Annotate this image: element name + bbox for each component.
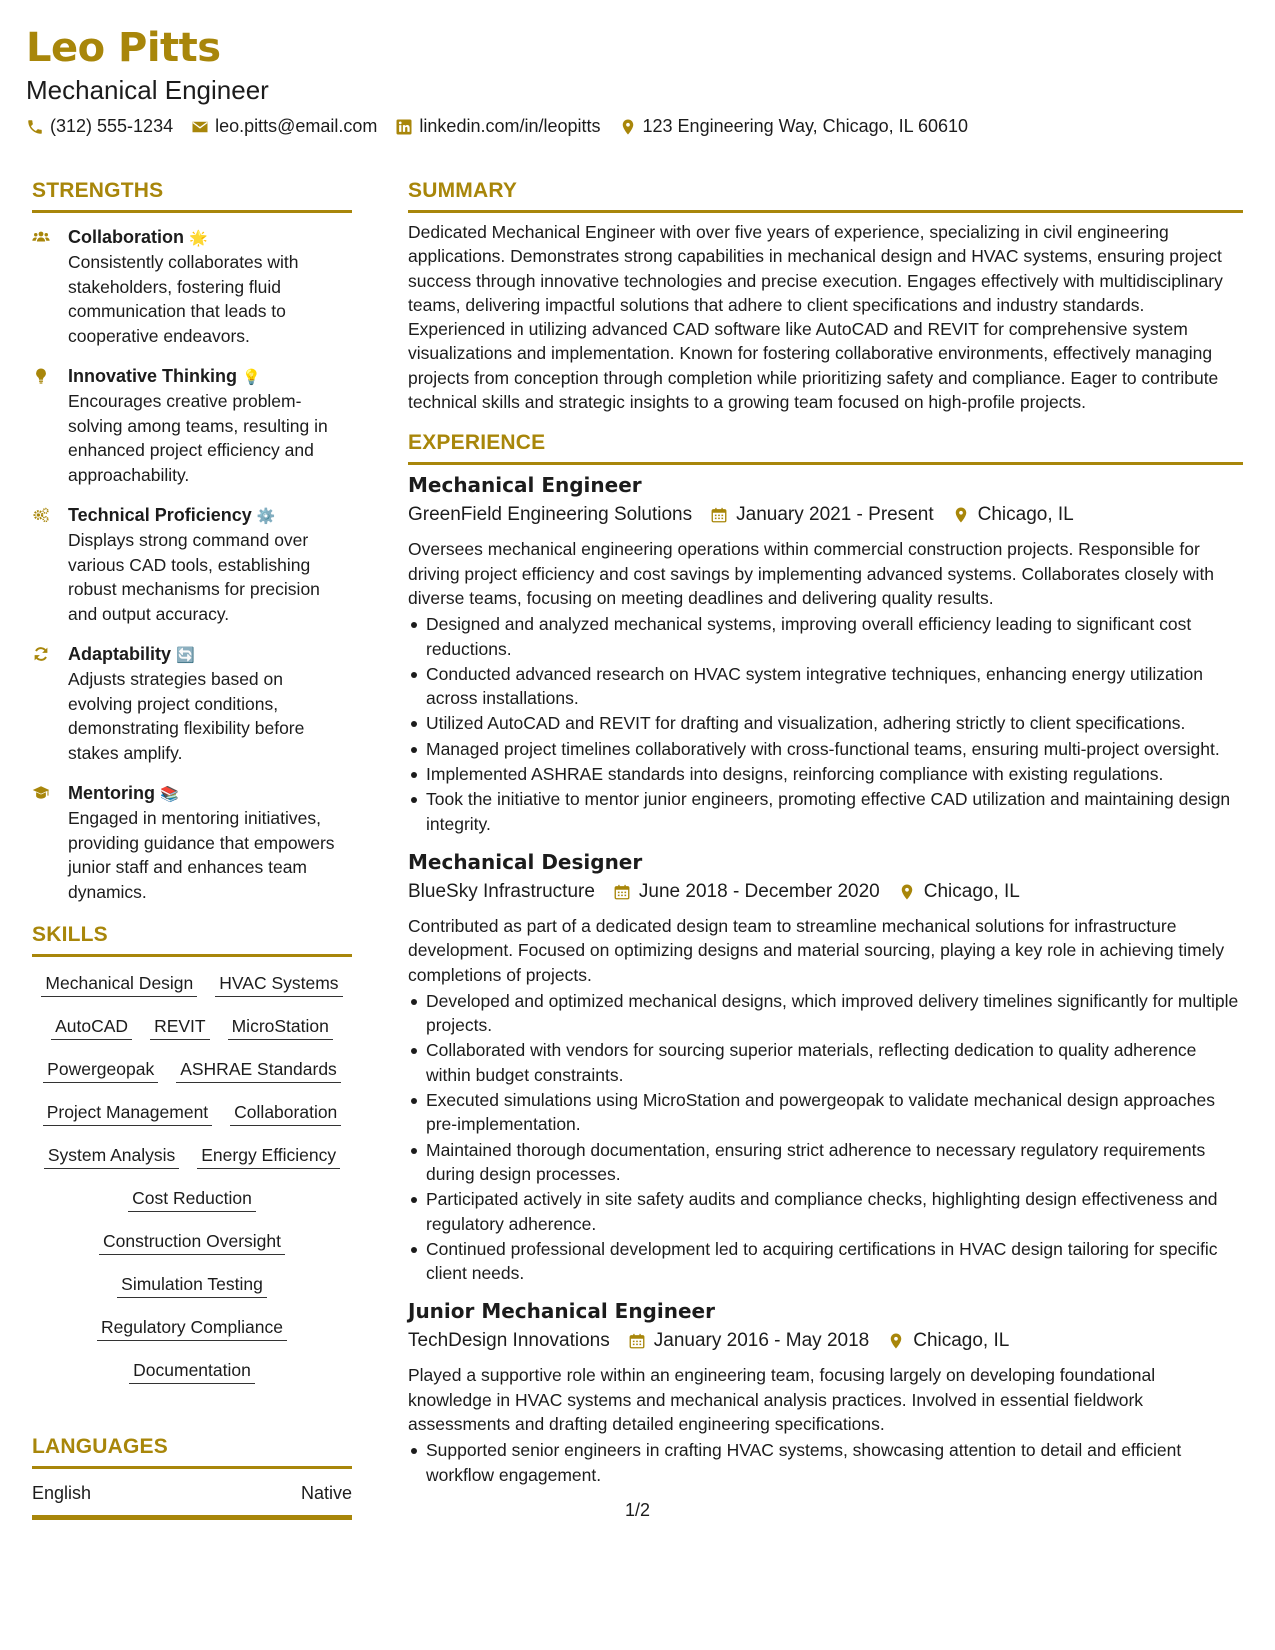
candidate-name: Leo Pitts [26,25,221,71]
skill-tag: ASHRAE Standards [176,1057,341,1083]
job-meta [408,501,1243,529]
section-divider [32,954,352,957]
skill-tag: Construction Oversight [99,1229,285,1255]
skill-tag: Cost Reduction [128,1186,256,1212]
skills-section [32,922,352,1384]
lightbulb-icon [32,367,50,385]
job-title: Mechanical Engineer [408,473,642,498]
contact-address [619,116,969,137]
bullet-item: Utilized AutoCAD and REVIT for drafting and visualization, adhering strictly to client specifications. [408,711,1243,735]
contact-email[interactable] [191,116,377,137]
strength-desc: Consistently collaborates with stakeholders, fostering fluid communication that leads to cooperative endeavors. [68,252,299,346]
job-entry [408,848,1243,1285]
refresh-emoji-icon: 🔄 [176,646,195,664]
job-dates: June 2018 - December 2020 [638,880,880,902]
phone-text: (312) 555-1234 [50,116,174,136]
users-icon [32,228,50,246]
skill-tag: Energy Efficiency [197,1143,340,1169]
lightbulb-emoji-icon: 💡 [242,368,261,386]
job-dates: January 2021 - Present [736,504,934,526]
star-icon: 🌟 [189,229,208,247]
skill-tag: AutoCAD [51,1014,132,1040]
experience-section [408,430,1243,1487]
company-name: BlueSky Infrastructure [408,880,595,902]
job-meta [408,1327,1243,1355]
strength-title: Technical Proficiency [68,505,252,525]
job-bullets [408,989,1243,1286]
email-text: leo.pitts@email.com [215,116,378,136]
skill-tag: HVAC Systems [215,971,342,997]
graduation-cap-icon [32,784,50,802]
sync-icon [32,645,50,663]
contact-linkedin[interactable] [395,116,600,137]
experience-title: EXPERIENCE [408,431,546,455]
calendar-icon [628,1332,646,1350]
job-location: Chicago, IL [923,880,1020,902]
skill-tag: Powergeopak [43,1057,158,1083]
strength-title: Mentoring [68,783,155,803]
skill-tag: REVIT [150,1014,210,1040]
envelope-icon [191,118,209,136]
strength-title: Innovative Thinking [68,366,238,386]
strengths-title: STRENGTHS [32,179,164,202]
bullet-item: Executed simulations using MicroStation and powergeopak to validate mechanical design approaches pre-implementation. [408,1088,1243,1137]
address-text: 123 Engineering Way, Chicago, IL 60610 [642,116,969,136]
job-description: Played a supportive role within an engineering team, focusing largely on developing foundational knowledge in HVAC systems and mechanical analysis practices. Involved in essential fieldwork assessments and drafting detailed engineering specifications. [408,1365,1156,1434]
skill-tag: Simulation Testing [117,1272,267,1298]
bullet-item: Collaborated with vendors for sourcing superior materials, reflecting dedication to quality adherence within budget constraints. [408,1038,1243,1087]
strength-item [32,364,352,487]
job-meta [408,878,1243,906]
strength-title: Adaptability [68,644,172,664]
left-column [32,178,352,1520]
strength-title: Collaboration [68,227,184,247]
contact-row [26,116,1246,137]
skill-tag: System Analysis [44,1143,179,1169]
strengths-section [32,178,352,904]
bullet-item: Developed and optimized mechanical designs, which improved delivery timelines significantly for multiple projects. [408,989,1243,1038]
strength-item [32,642,352,765]
summary-section [408,178,1243,414]
gears-icon [32,506,50,524]
skill-tag: MicroStation [228,1014,333,1040]
job-description: Oversees mechanical engineering operations within commercial construction projects. Responsible for driving project efficiency and cost savings by implementing advanced systems. Collaborates closely with diverse teams, focusing on meeting deadlines and delivering quality results. [408,539,1215,608]
skills-title: SKILLS [32,923,108,946]
strength-desc: Adjusts strategies based on evolving project conditions, demonstrating flexibility before stakes amplify. [68,669,305,763]
skill-tag: Collaboration [230,1100,341,1126]
gear-emoji-icon: ⚙️ [256,507,276,525]
job-title: Junior Mechanical Engineer [408,1299,715,1324]
books-emoji-icon: 📚 [160,785,179,803]
phone-icon [26,118,44,136]
strength-desc: Engaged in mentoring initiatives, providing guidance that empowers junior staff and enhances team dynamics. [68,808,335,902]
bullet-item: Continued professional development led to acquiring certifications in HVAC design tailoring for specific client needs. [408,1237,1243,1286]
summary-text: Dedicated Mechanical Engineer with over five years of experience, specializing in civil engineering applications. Demonstrates strong capabilities in mechanical design and HVAC systems, ensuring project success through innovative technologies and precise execution. Engages effectively with multidisciplinary teams, delivering impactful solutions that adhere to client specifications and industry standards. Experienced in utilizing advanced CAD software like AutoCAD and REVIT for comprehensive system visualizations and implementation. Known for fostering collaborative environments, effectively managing projects from conception through completion while prioritizing safety and compliance. Eager to contribute technical skills and strategic insights to a growing team focused on high-profile projects. [408,222,1223,413]
map-marker-icon [887,1332,905,1350]
section-divider [408,462,1243,465]
bullet-item: Participated actively in site safety audits and compliance checks, highlighting design effectiveness and regulatory adherence. [408,1187,1243,1236]
map-marker-icon [619,118,637,136]
summary-title: SUMMARY [408,179,518,202]
bullet-item: Designed and analyzed mechanical systems, improving overall efficiency leading to significant cost reductions. [408,612,1243,661]
bullet-item: Managed project timelines collaboratively with cross-functional teams, ensuring multi-project oversight. [408,737,1243,761]
skill-tag: Regulatory Compliance [97,1315,287,1341]
calendar-icon [710,506,728,524]
job-entry [408,1297,1243,1486]
job-location: Chicago, IL [977,504,1074,526]
company-name: GreenField Engineering Solutions [408,504,693,526]
section-divider [32,210,352,213]
map-marker-icon [898,883,916,901]
company-name: TechDesign Innovations [408,1330,610,1352]
skill-tag: Project Management [43,1100,212,1126]
section-divider [32,1466,352,1469]
bullet-item: Conducted advanced research on HVAC system integrative techniques, enhancing energy utilization across installations. [408,662,1243,711]
strength-item [32,225,352,348]
skill-tag: Documentation [129,1358,255,1384]
bullet-item: Implemented ASHRAE standards into designs, reinforcing compliance with existing regulations. [408,762,1243,786]
skills-list [32,971,352,1384]
linkedin-icon [395,118,413,136]
job-location: Chicago, IL [913,1330,1010,1352]
strength-desc: Displays strong command over various CAD tools, establishing robust mechanisms for precision and output accuracy. [68,530,320,624]
job-description: Contributed as part of a dedicated design team to streamline mechanical solutions for infrastructure development. Focused on optimizing designs and material sourcing, playing a key role in achieving timely completions of projects. [408,915,1225,985]
calendar-icon [613,883,631,901]
job-entry [408,471,1243,836]
languages-title: LANGUAGES [32,1435,168,1458]
job-bullets [408,612,1243,836]
language-name: English [32,1483,92,1503]
strength-item [32,781,352,904]
section-divider [408,210,1243,213]
bullet-item: Supported senior engineers in crafting HVAC systems, showcasing attention to detail and efficient workflow engagement. [408,1438,1243,1487]
job-bullets [408,1438,1243,1487]
skill-tag: Mechanical Design [41,971,197,997]
bullet-item: Maintained thorough documentation, ensuring strict adherence to necessary regulatory requirements during design processes. [408,1138,1243,1187]
candidate-role: Mechanical Engineer [26,75,269,105]
strength-item [32,503,352,626]
resume-header [26,24,1246,137]
strength-desc: Encourages creative problem-solving among teams, resulting in enhanced project efficiency and approachability. [68,391,328,485]
map-marker-icon [952,506,970,524]
language-level: Native [300,1483,352,1503]
right-column [408,178,1243,1499]
job-title: Mechanical Designer [408,849,643,874]
bullet-item: Took the initiative to mentor junior engineers, promoting effective CAD utilization and maintaining design integrity. [408,787,1243,836]
contact-phone[interactable] [26,116,173,137]
page-number: 1/2 [624,1500,651,1520]
job-dates: January 2016 - May 2018 [653,1330,870,1352]
linkedin-text: linkedin.com/in/leopitts [419,116,601,136]
